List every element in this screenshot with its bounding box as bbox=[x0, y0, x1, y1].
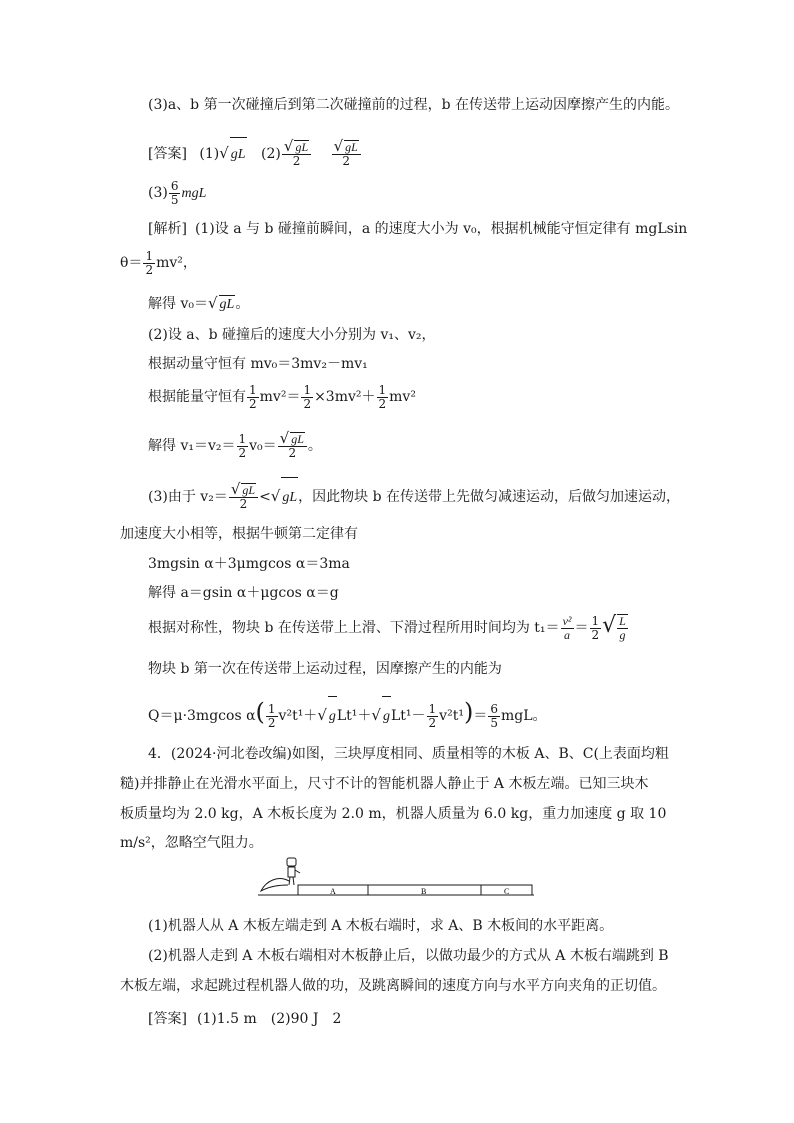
solution-line-4: (2)设 a、b 碰撞后的速度大小分别为 v₁、v₂， bbox=[148, 327, 436, 343]
plank-figure-svg bbox=[258, 855, 538, 900]
q4-line-1: 4．(2024·河北卷改编)如图，三块厚度相同、质量相等的木板 A、B、C(上表面均粗 bbox=[148, 746, 669, 762]
solution-line-14: Q＝μ·3mgcos α( $\frac{1}{2}$ v²t¹＋√ gLt¹＋√ gLt¹－ $\frac{1}{2}$ v²t¹)＝ $\frac{6}{5}$ mgL。 bbox=[148, 692, 547, 732]
solution-line-9: 加速度大小相等，根据牛顿第二定律有 bbox=[120, 526, 358, 542]
answer-line-1: [答案] (1)√ gL (2) $\frac{√ gL}{2}$ $\frac{√ gL}{2}$ bbox=[148, 136, 362, 170]
plank-b-label: B bbox=[421, 887, 427, 896]
q4-sub-2a: (2)机器人走到 A 木板右端相对木板静止后，以做功最少的方式从 A 木板右端跳到 B bbox=[148, 948, 669, 964]
q4-line-3: 板质量均为 2.0 kg，A 木板长度为 2.0 m，机器人质量为 6.0 kg，重力加速度 g 取 10 bbox=[120, 806, 667, 822]
robot-icon bbox=[261, 858, 300, 891]
plank-a-label: A bbox=[330, 887, 336, 896]
answer-line-3: (3) $\frac{6}{5}$ mgL bbox=[148, 178, 207, 207]
solution-line-10: 3mgsin α＋3μmgcos α＝3ma bbox=[148, 556, 350, 572]
q4-line-2: 糙)并排静止在光滑水平面上，尺寸不计的智能机器人静止于 A 木板左端。已知三块木 bbox=[120, 776, 649, 792]
solution-line-2: θ＝ $\frac{1}{2}$ mv²， bbox=[120, 248, 197, 277]
solution-line-7: 解得 v₁＝v₂＝ $\frac{1}{2}$ v₀＝ $\frac{√ gL}{2}$ 。 bbox=[148, 429, 322, 460]
q4-sub-2b: 木板左端，求起跳过程机器人做的功，及跳离瞬间的速度方向与水平方向夹角的正切值。 bbox=[120, 978, 666, 994]
solution-line-1: [解析] (1)设 a 与 b 碰撞前瞬间，a 的速度大小为 v₀，根据机械能守恒定律有 mgLsin bbox=[148, 221, 688, 237]
q4-answer-label: [答案] bbox=[148, 1011, 187, 1027]
solution-line-3: 解得 v₀＝√ gL。 bbox=[148, 294, 250, 312]
solution-line-5: 根据动量守恒有 mv₀＝3mv₂－mv₁ bbox=[148, 356, 368, 372]
solution-line-6: 根据能量守恒有 $\frac{1}{2}$ mv²＝ $\frac{1}{2}$ ×3mv²＋ $\frac{1}{2}$ mv² bbox=[148, 382, 416, 411]
solution-label: [解析] bbox=[148, 221, 187, 237]
plank-figure bbox=[258, 855, 538, 900]
q4-sub-1: (1)机器人从 A 木板左端走到 A 木板右端时，求 A、B 木板间的水平距离。 bbox=[148, 918, 614, 934]
q4-line-4: m/s²，忽略空气阻力。 bbox=[120, 835, 263, 851]
solution-line-12: 根据对称性，物块 b 在传送带上上滑、下滑过程所用时间均为 t₁＝ $\frac{\text{v²}}{a}$ ＝ $\frac{1}{2}$ √ $\frac{L}{g}$ bbox=[148, 613, 626, 642]
q3-statement: (3)a、b 第一次碰撞后到第二次碰撞前的过程，b 在传送带上运动因摩擦产生的内能。 bbox=[148, 97, 679, 113]
solution-line-11: 解得 a＝gsin α＋μgcos α＝g bbox=[148, 585, 339, 601]
solution-line-8: (3)由于 v₂＝ $\frac{√ gL}{2}$ <√ gL，因此物块 b 在传送带上先做匀减速运动，后做匀加速运动， bbox=[148, 476, 680, 516]
q4-answer: [答案] (1)1.5 m (2)90 J 2 bbox=[148, 1011, 342, 1027]
solution-line-13: 物块 b 第一次在传送带上运动过程，因摩擦产生的内能为 bbox=[148, 661, 502, 677]
plank-c-label: C bbox=[504, 887, 510, 896]
answer-label: [答案] bbox=[148, 146, 187, 162]
